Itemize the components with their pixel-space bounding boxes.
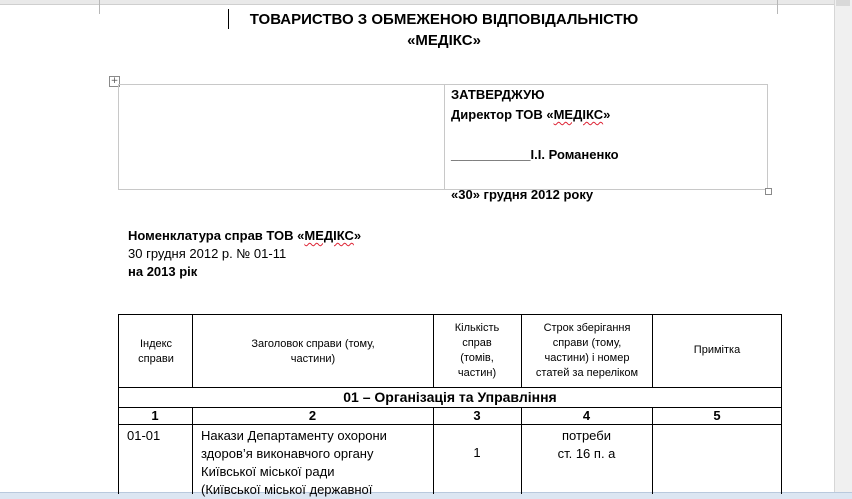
nomenclature-table <box>118 314 782 497</box>
approval-date: «30» грудня 2012 року <box>451 187 594 202</box>
approval-block <box>451 85 619 205</box>
approval-layout-table <box>118 84 768 190</box>
page-margin-marker-left <box>99 0 100 14</box>
approval-spacer-2 <box>451 165 619 185</box>
table-move-handle-icon[interactable]: + <box>110 76 119 86</box>
vertical-scrollbar[interactable] <box>834 0 852 493</box>
approval-label: ЗАТВЕРДЖУЮ <box>451 87 545 102</box>
section-title: 01 – Організація та Управління <box>343 389 557 405</box>
header-index: Індекс справи <box>138 338 174 365</box>
row-retention: потреби ст. 16 п. а <box>557 428 616 461</box>
organization-name-line2: «МЕДІКС» <box>407 32 481 49</box>
nomenclature-year: на 2013 рік <box>128 264 198 279</box>
column-number: 2 <box>308 408 317 423</box>
row-index: 01-01 <box>127 428 161 443</box>
row-count: 1 <box>473 445 481 460</box>
nomenclature-title: Номенклатура справ ТОВ «МЕДІКС» <box>128 228 362 243</box>
table-rule <box>521 314 522 387</box>
column-number: 5 <box>713 408 721 423</box>
column-number: 3 <box>473 408 481 423</box>
organization-heading <box>228 9 660 51</box>
table-rule <box>118 424 782 425</box>
nomenclature-company: МЕДІКС <box>304 228 354 243</box>
company-name-spellcheck: МЕДІКС <box>553 107 604 122</box>
column-number: 1 <box>151 408 159 423</box>
nomenclature-heading <box>128 227 361 281</box>
page-margin-marker-right <box>777 0 778 14</box>
scroll-thumb[interactable] <box>836 0 850 6</box>
approval-spacer <box>451 125 619 145</box>
column-number: 4 <box>582 408 591 423</box>
table-resize-handle[interactable] <box>765 188 772 195</box>
table-rule <box>433 314 434 387</box>
nomenclature-date-number: 30 грудня 2012 р. № 01-11 <box>128 246 287 261</box>
row-title: Накази Департаменту охорони здоров’я виконавчого органу Київської міської ради (Київської міської державної <box>201 428 387 497</box>
header-title: Заголовок справи (тому, частини) <box>251 338 375 365</box>
approval-director: Директор ТОВ «МЕДІКС» <box>451 107 611 122</box>
organization-name-line1: ТОВАРИСТВО З ОБМЕЖЕНОЮ ВІДПОВІДАЛЬНІСТЮ <box>249 11 639 28</box>
top-ruler <box>0 0 852 5</box>
approval-table-divider <box>444 85 445 189</box>
approval-signature <box>451 145 619 165</box>
header-count: Кількість справ (томів, частин) <box>454 322 500 379</box>
signatory-name: І.І. Романенко <box>530 147 619 162</box>
header-notes: Примітка <box>693 344 741 356</box>
header-retention: Строк зберігання справи (тому, частини) і номер статей за переліком <box>535 322 639 379</box>
table-rule <box>192 314 193 387</box>
signature-line: ___________ <box>451 147 531 162</box>
